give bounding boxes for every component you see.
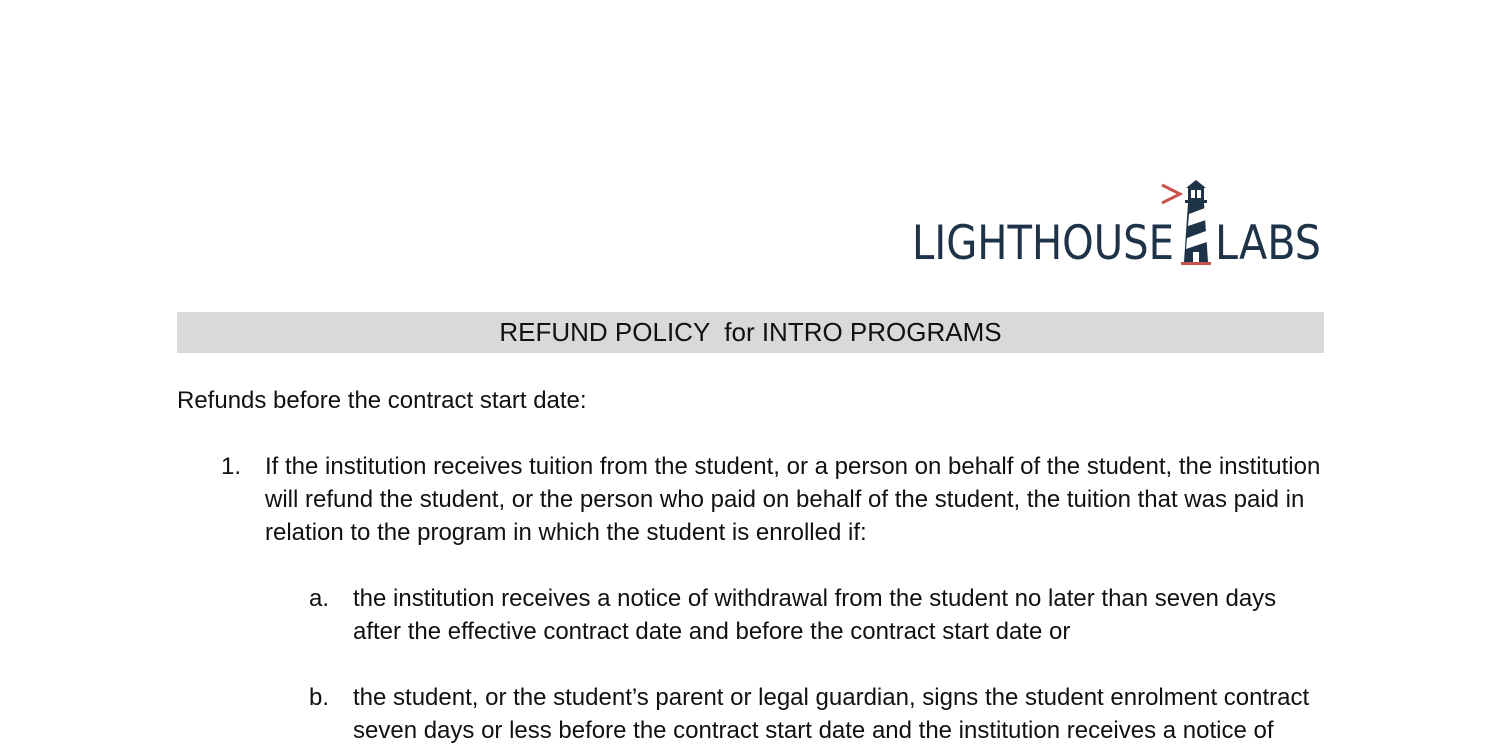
lighthouse-labs-logo bbox=[910, 178, 1325, 270]
sublist-item-marker: b. bbox=[309, 684, 330, 711]
list-item-number: 1. bbox=[221, 453, 242, 480]
sublist-item-marker: a. bbox=[309, 585, 330, 612]
sublist-item-text: the student, or the student’s parent or legal guardian, signs the student enrolment contract seven days or less before the contract start date and the institution receives a notice of bbox=[353, 684, 1310, 744]
logo-text-left: LIGHTHOUSE bbox=[912, 216, 1174, 270]
list-item-text: If the institution receives tuition from the student, or a person on behalf of the student, the institution will refund the student, or the person who paid on behalf of the student, the tuition that was paid in relation to the program in which the student is enrolled if: bbox=[265, 453, 1321, 546]
logo-text-right: LABS bbox=[1215, 216, 1321, 270]
sublist-item-text: the institution receives a notice of withdrawal from the student no later than seven days after the effective contract date and before the contract start date or bbox=[353, 585, 1277, 645]
section-intro: Refunds before the contract start date: bbox=[177, 387, 587, 414]
document-title: REFUND POLICY for INTRO PROGRAMS bbox=[177, 312, 1324, 353]
